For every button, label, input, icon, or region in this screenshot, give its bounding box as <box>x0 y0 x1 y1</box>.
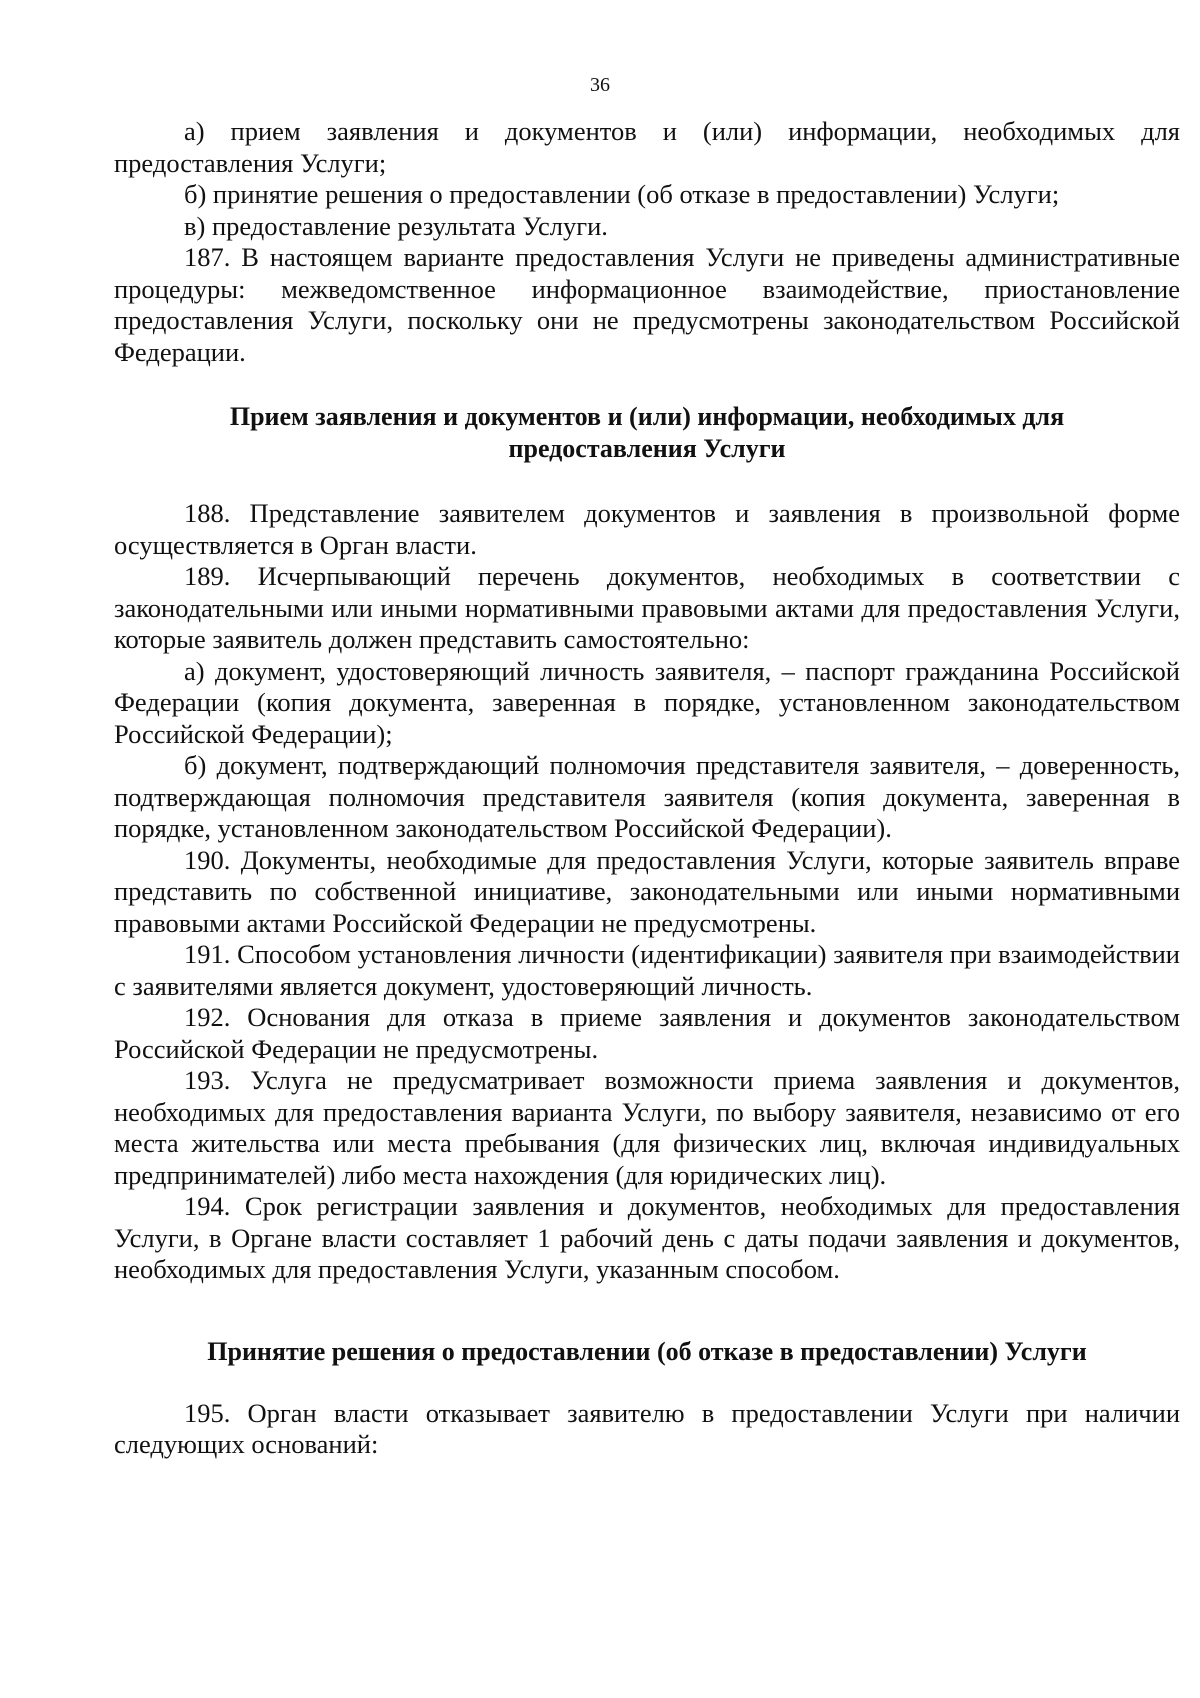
paragraph-194: 194. Срок регистрации заявления и документов, необходимых для предоставления Услуги, в Органе власти составляет 1 рабочий день с даты подачи заявления и документов, необходимых для предоставления Услуги, указанным способом. <box>114 1191 1180 1284</box>
section-heading-reception: Прием заявления и документов и (или) информации, необходимых для предоставления Услуги <box>229 402 1065 463</box>
paragraph-item-b: б) принятие решения о предоставлении (об отказе в предоставлении) Услуги; <box>184 179 1060 209</box>
page-number: 36 <box>590 74 610 96</box>
paragraph-195: 195. Орган власти отказывает заявителю в предоставлении Услуги при наличии следующих оснований: <box>114 1397 1180 1459</box>
paragraph-188: 188. Представление заявителем документов и заявления в произвольной форме осуществляется в Орган власти. <box>114 498 1180 560</box>
section-heading-decision: Принятие решения о предоставлении (об отказе в предоставлении) Услуги <box>207 1336 1087 1366</box>
paragraph-189: 189. Исчерпывающий перечень документов, необходимых в соответствии с законодательными или иными нормативными правовыми актами для предоставления Услуги, которые заявитель должен представить самостоятельно: <box>114 561 1180 654</box>
paragraph-189-a: а) документ, удостоверяющий личность заявителя, – паспорт гражданина Российской Федерации (копия документа, заверенная в порядке, установленном законодательством Российской Федерации); <box>114 655 1180 749</box>
paragraph-191: 191. Способом установления личности (идентификации) заявителя при взаимодействии с заявителями является документ, удостоверяющий личность. <box>114 939 1180 1001</box>
paragraph-187: 187. В настоящем варианте предоставления Услуги не приведены административные процедуры: межведомственное информационное взаимодействие, приостановление предоставления Услуги, поскольку они не предусмотрены законодательством Российской Федерации. <box>114 242 1180 367</box>
paragraph-item-v: в) предоставление результата Услуги. <box>184 210 608 241</box>
document-body <box>114 116 1180 1461</box>
paragraph-item-a: а) прием заявления и документов и (или) информации, необходимых для предоставления Услуги; <box>114 116 1180 178</box>
paragraph-193: 193. Услуга не предусматривает возможности приема заявления и документов, необходимых для предоставления варианта Услуги, по выбору заявителя, независимо от его места жительства или места пребывания (для физических лиц, включая индивидуальных предпринимателей) либо места нахождения (для юридических лиц). <box>114 1065 1180 1190</box>
paragraph-190: 190. Документы, необходимые для предоставления Услуги, которые заявитель вправе представить по собственной инициативе, законодательными или иными нормативными правовыми актами Российской Федерации не предусмотрены. <box>114 844 1180 938</box>
paragraph-192: 192. Основания для отказа в приеме заявления и документов законодательством Российской Федерации не предусмотрены. <box>114 1002 1180 1064</box>
paragraph-189-b: б) документ, подтверждающий полномочия представителя заявителя, – доверенность, подтверждающая полномочия представителя заявителя (копия документа, заверенная в порядке, установленном законодательством Российской Федерации). <box>114 750 1180 843</box>
